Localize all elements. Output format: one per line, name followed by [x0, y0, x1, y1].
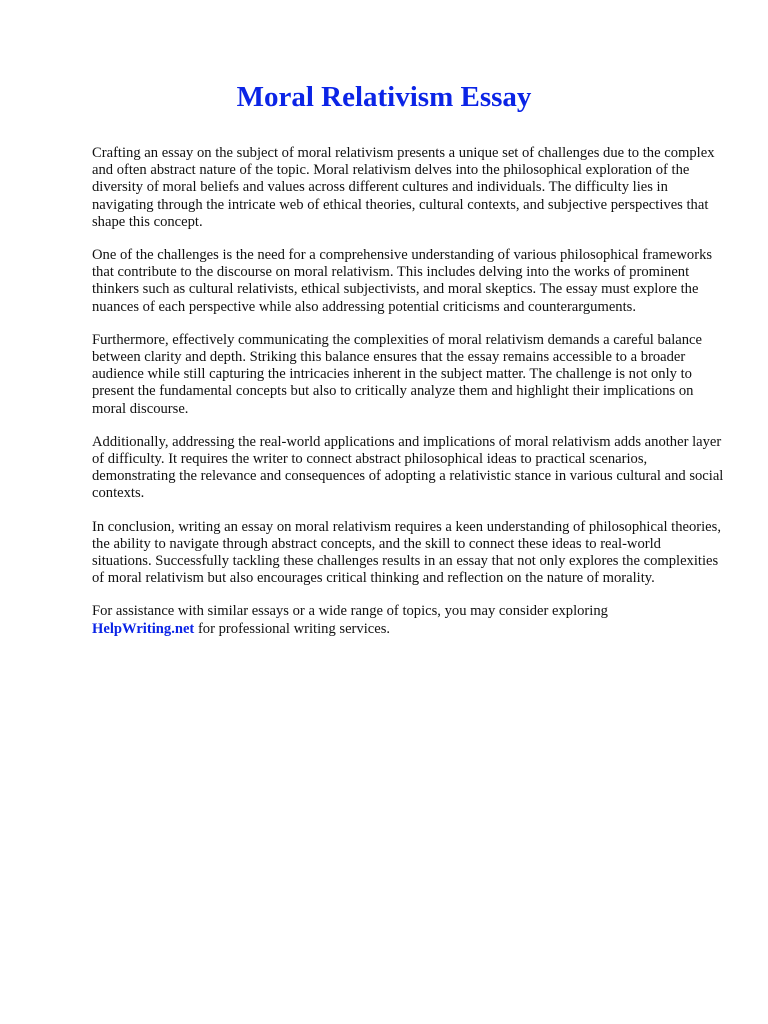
helpwriting-link[interactable]: HelpWriting.net: [92, 620, 195, 637]
paragraph-2: One of the challenges is the need for a comprehensive understanding of various philosophical frameworks that contribute to the discourse on moral relativism. This includes delving into the works of prominent thinkers such as cultural relativists, ethical subjectivists, and moral skeptics. The essay must explore the nuances of each perspective while also addressing potential criticisms and counterarguments.: [92, 247, 713, 315]
paragraph-3: Furthermore, effectively communicating the complexities of moral relativism demands a careful balance between clarity and depth. Striking this balance ensures that the essay remains accessible to a broader audience while still capturing the intricacies inherent in the subject matter. The challenge is not only to present the fundamental concepts but also to critically analyze them and highlight their implications on moral discourse.: [92, 331, 703, 417]
page-title: Moral Relativism Essay: [236, 81, 532, 113]
paragraph-1: Crafting an essay on the subject of moral relativism presents a unique set of challenges due to the complex and often abstract nature of the topic. Moral relativism delves into the philosophical exploration of the diversity of moral beliefs and values across different cultures and individuals. The difficulty lies in navigating through the intricate web of ethical theories, cultural contexts, and subjective perspectives that shape this concept.: [92, 145, 715, 230]
paragraph-5: In conclusion, writing an essay on moral relativism requires a keen understanding of philosophical theories, the ability to navigate through abstract concepts, and the skill to connect these ideas to real-world situations. Successfully tackling these challenges results in an essay that not only explores the complexities of moral relativism but also encourages critical thinking and reflection on the nature of morality.: [92, 518, 721, 587]
essay-body: [92, 145, 724, 654]
closing-text-before: For assistance with similar essays or a wide range of topics, you may consider exploring: [92, 603, 608, 620]
closing-paragraph: [92, 603, 724, 637]
paragraph-4: Additionally, addressing the real-world applications and implications of moral relativism adds another layer of difficulty. It requires the writer to connect abstract philosophical ideas to practical scenarios, demonstrating the relevance and consequences of adopting a relativistic stance in various cultural and social contexts.: [92, 433, 724, 502]
closing-text-after: for professional writing services.: [194, 620, 391, 637]
